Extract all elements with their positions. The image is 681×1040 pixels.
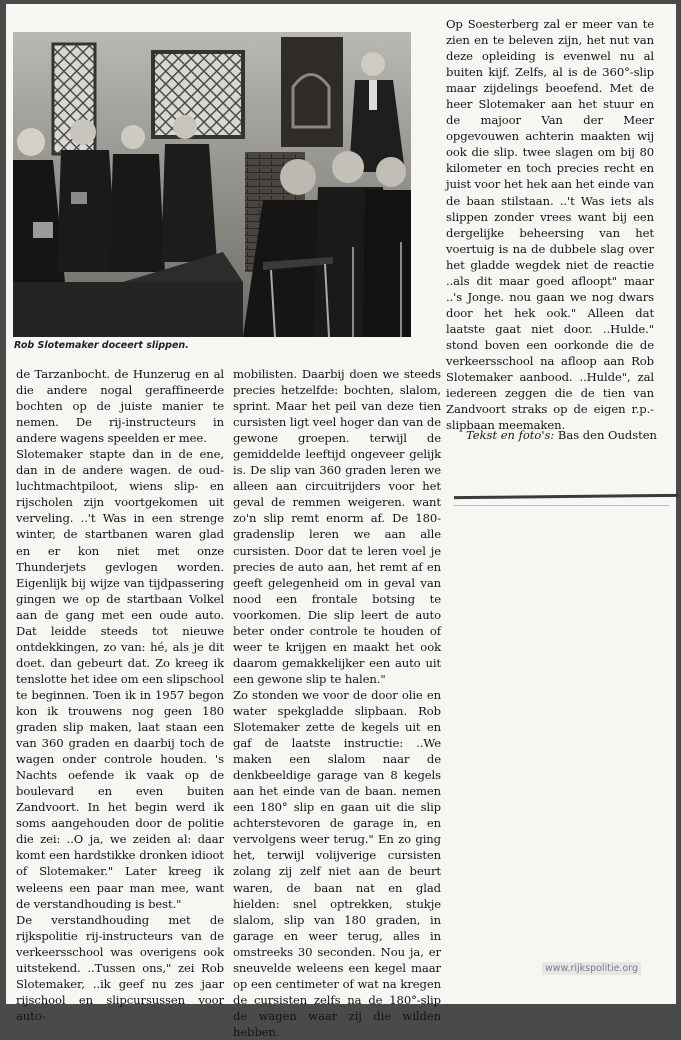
credit-label: Tekst en foto's:	[466, 428, 555, 442]
paragraph: De verstandhouding met de rijkspolitie rij-instructeurs van de verkeersschool was overigens ook uitstekend. ..Tussen ons," zei Rob Slotemaker, ..ik geef nu zes jaar rijschool en slipcursussen voor auto-	[16, 912, 224, 1023]
classroom-photo	[13, 32, 411, 337]
article-column-1	[16, 366, 224, 1024]
paragraph: Slotemaker stapte dan in de ene, dan in de andere wagen. de oud-luchtmachtpiloot, wiens slip- en rijscholen zijn voortgekomen uit verveling. ..'t Was in een strenge winter, de startbanen waren glad en er kon niet met onze Thunderjets gevlogen worden. Eigenlijk bij wijze van tijdpassering gingen we op de startbaan Volkel aan de gang met een oude auto. Dat leidde steeds tot nieuwe ontdekkingen, zo van: hé, als je dit doet. dan gebeurt dat. Zo kreeg ik tenslotte het idee om een slipschool te beginnen. Toen ik in 1957 begon kon ik trouwens nog geen 180 graden slip maken, laat staan een van 360 graden en daarbij toch de wagen onder controle houden. 's Nachts oefende ik vaak op de boulevard en even buiten Zandvoort. In het begin werd ik soms aangehouden door de politie die zei: ..O ja, we zeiden al: daar komt een hardstikke dronken idioot of Slotemaker." Later kreeg ik weleens een paar man mee, want de verstandhouding is best."	[16, 447, 224, 911]
divider-line-thin	[454, 505, 669, 506]
magazine-page	[6, 4, 676, 1039]
article-column-2	[233, 366, 441, 1040]
paragraph: mobilisten. Daarbij doen we steeds precies hetzelfde: bochten, slalom, sprint. Maar het peil van deze tien cursisten ligt veel hoger dan van de gewone groepen. terwijl de gemiddelde leeftijd ongeveer gelijk is. De slip van 360 graden leren we alleen aan circuitrijders voor het geval de remmen weigeren. want zo'n slip remt enorm af. De 180-gradenslip leren we aan alle cursisten. Door dat te leren voel je precies de auto aan, het remt af en geeft gelegenheid om in geval van nood een frontale botsing te voorkomen. Die slip leert de auto beter onder controle te houden of weer te krijgen en maakt het ook daarom gemakkelijker een auto uit een gewone slip te halen."	[233, 367, 441, 686]
paragraph: Op Soesterberg zal er meer van te zien en te beleven zijn, het nut van deze opleiding is evenwel nu al buiten kijf. Zelfs, al is de 360°-slip maar zijdelings beoefend. Met de heer Slotemaker aan het stuur en de majoor Van der Meer opgevouwen achterin maakten wij ook die slip. twee slagen om bij 80 kilometer en toch precies recht en juist voor het hek aan het einde van de baan stilstaan. ..'t Was iets als slippen zonder vrees want bij een dergelijke beheersing van het voertuig is na de dubbele slag over het gladde wegdek niet de reactie ..als dit maar goed afloopt" maar ..'s Jonge. nou gaan we nog dwars door het hek ook." Alleen dat laatste gaat niet door. ..Hulde." stond boven een oorkonde die de verkeersschool na afloop aan Rob Slotemaker aanbood. ..Hulde", zal iedereen zeggen die de tien van Zandvoort straks op de eigen r.p.-slipbaan meemaken.	[446, 17, 654, 433]
divider-line	[454, 494, 679, 499]
credit-author: Bas den Oudsten	[557, 428, 657, 442]
classroom-photo-image	[13, 32, 411, 337]
paragraph: Zo stonden we voor de door olie en water spekgladde slipbaan. Rob Slotemaker zette de kegels uit en gaf de laatste instructie: ..We maken een slalom naar de denkbeeldige garage van 8 kegels aan het einde van de baan. nemen een 180° slip en gaan uit die slip achterstevoren de garage in, en vervolgens weer terug." En zo ging het, terwijl volijverige cursisten zolang zij zelf niet aan de beurt waren, de baan nat en glad hielden: snel optrekken, stukje slalom, slip van 180 graden, in garage en weer terug, alles in omstreeks 30 seconden. Nou ja, er sneuvelde weleens een kegel maar op een centimeter of wat na kregen de cursisten zelfs na de 180°-slip de wagen waar zij die wilden hebben.	[233, 687, 441, 1039]
article-column-3	[446, 16, 654, 433]
photo-caption: Rob Slotemaker doceert slippen.	[14, 340, 189, 351]
site-watermark: www.rijkspolitie.org	[542, 962, 641, 975]
article-credit	[466, 428, 657, 442]
paragraph: de Tarzanbocht. de Hunzerug en al die andere nogal geraffineerde bochten op de juiste manier te nemen. De rij-instructeurs in andere wagens speelden er mee.	[16, 367, 224, 446]
